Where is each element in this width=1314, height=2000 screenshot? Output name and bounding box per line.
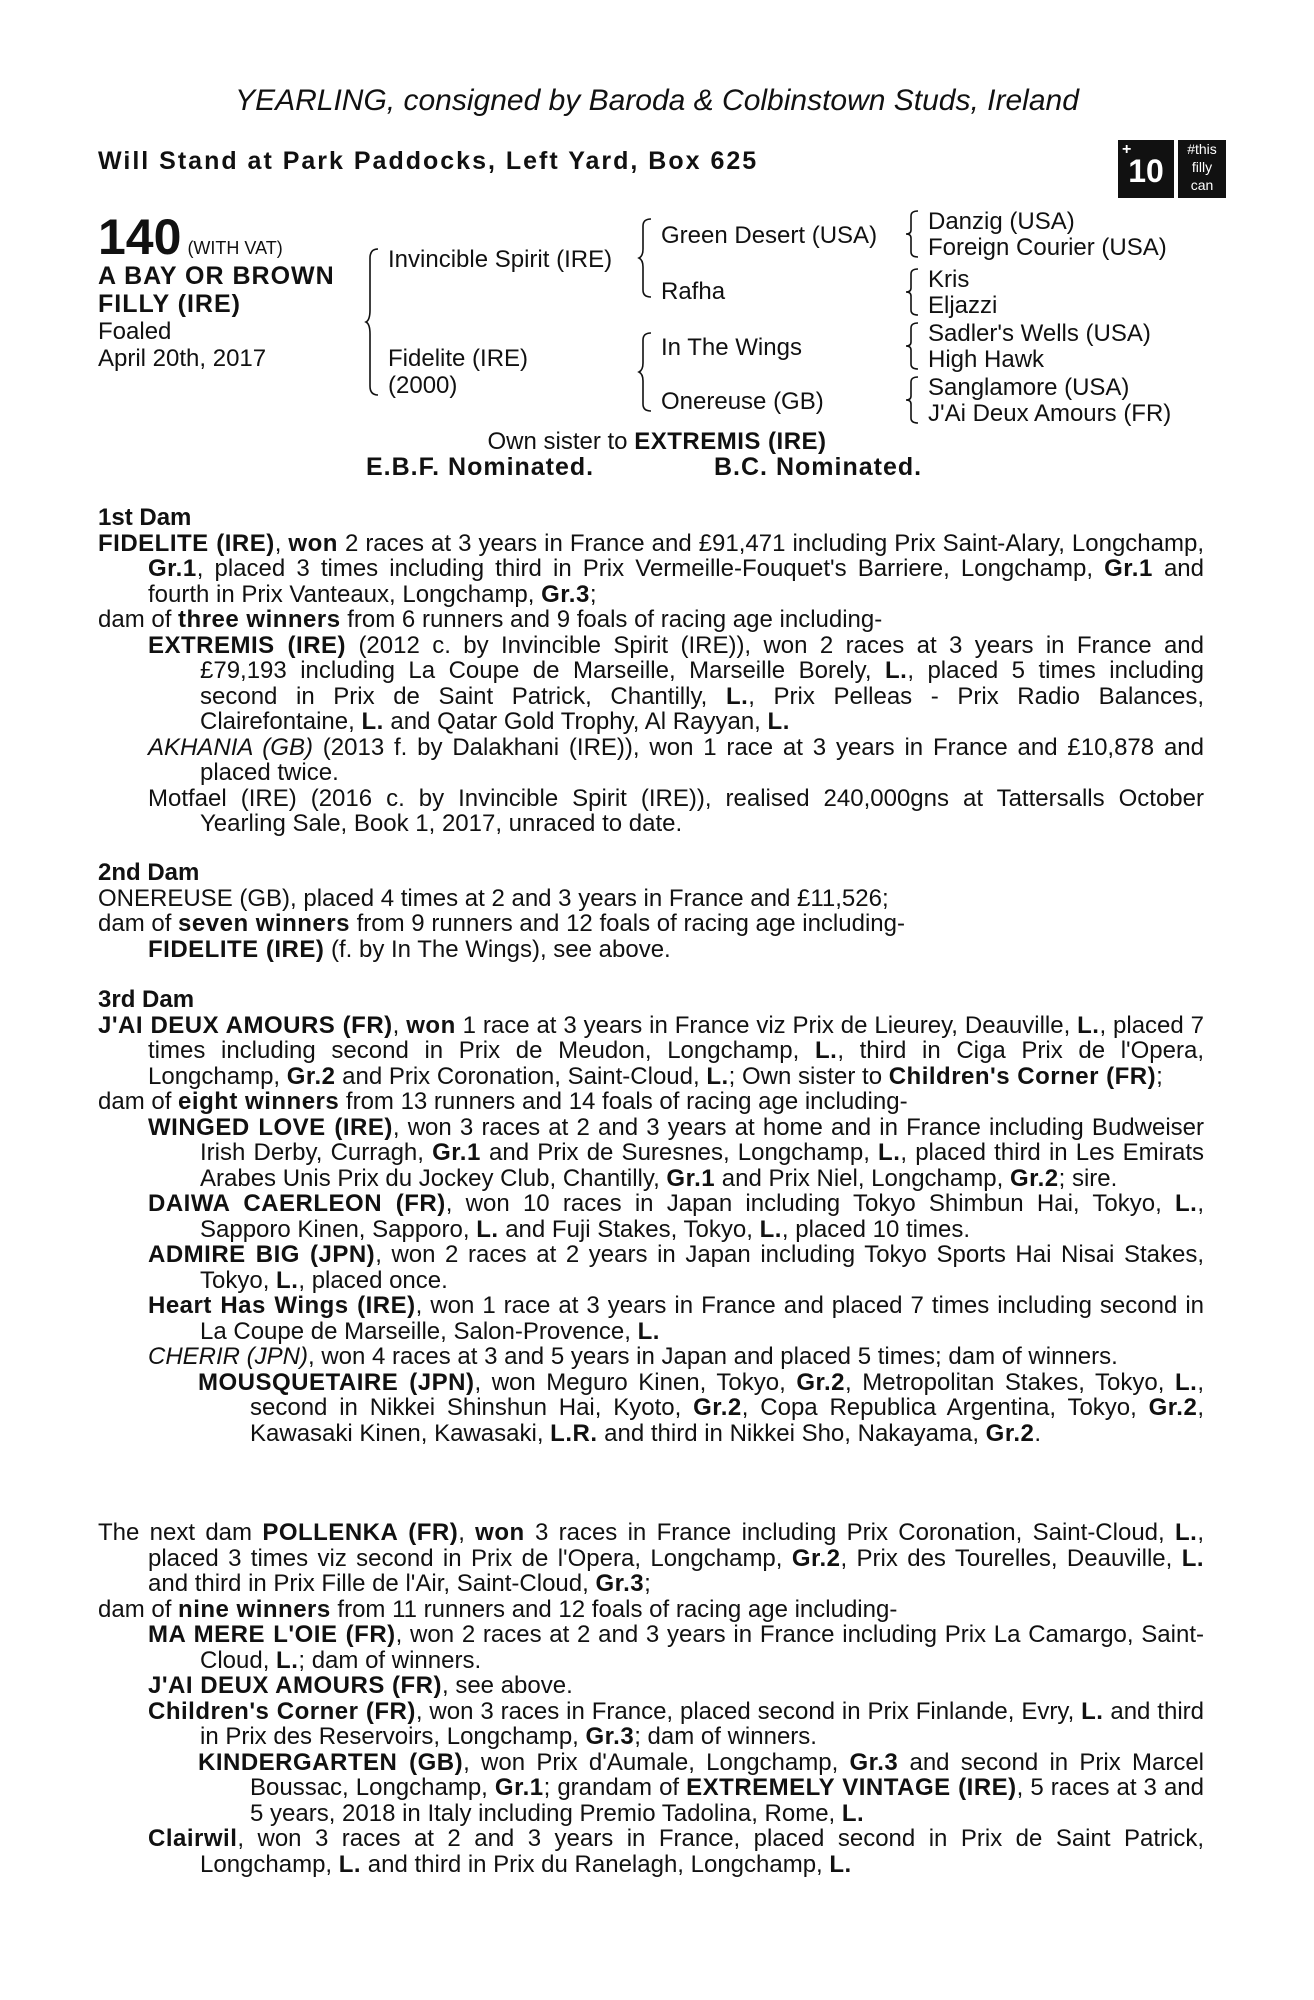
second-dam-produce-summary	[98, 911, 1204, 937]
text-run: ; Own sister to	[728, 1062, 889, 1090]
text-run: and third in Prix Fille de l'Air, Saint-Cloud,	[148, 1570, 596, 1597]
text-run: , won 10 races in Japan including Tokyo Shimbun Hai, Tokyo,	[445, 1190, 1176, 1217]
text-run: (2013 f. by Dalakhani (IRE)), won 1 race at 3 years in France and £10,878 and placed twice.	[200, 733, 1204, 786]
text-run: , placed third in Les Emirats Arabes Unis Prix du Jockey Club, Chantilly,	[200, 1139, 1204, 1192]
produce-kindergarten	[98, 1750, 1204, 1827]
third-dam-produce-summary	[98, 1089, 1204, 1115]
text-run: dam of	[98, 606, 179, 633]
bold-run: Gr.1	[494, 1774, 544, 1801]
bold-run: Gr.1	[1104, 555, 1153, 582]
ebf-nominated: E.B.F. Nominated.	[366, 453, 595, 481]
text-run: ; grandam of	[543, 1774, 687, 1801]
text-run: , third in Ciga Prix de l'Opera, Longchamp,	[148, 1037, 1205, 1090]
bold-run: Children's Corner (FR)	[148, 1697, 416, 1725]
produce-akhania	[98, 735, 1204, 786]
bold-run: Gr.2	[1148, 1394, 1198, 1421]
text-run: , Copa Republica Argentina, Tokyo,	[741, 1394, 1149, 1421]
lot-number-block	[98, 208, 283, 266]
horse-description	[98, 262, 335, 318]
text-run: , won Meguro Kinen, Tokyo,	[474, 1368, 797, 1396]
bold-run: eight winners	[178, 1088, 340, 1115]
produce-childrens-corner	[98, 1699, 1204, 1750]
text-run: , placed once.	[298, 1266, 448, 1294]
bold-run: J'AI DEUX AMOURS (FR)	[98, 1011, 393, 1039]
bold-run: Clairwil	[148, 1825, 238, 1852]
foaled-label: Foaled	[98, 318, 172, 345]
bold-run: Gr.3	[595, 1570, 645, 1597]
horse-desc-line-1: A BAY OR BROWN	[98, 262, 335, 290]
text-run: from 13 runners and 14 foals of racing age including-	[339, 1088, 908, 1115]
third-dam-record	[98, 1013, 1204, 1090]
bold-run: three winners	[178, 606, 341, 633]
bold-run: Gr.3	[585, 1723, 635, 1750]
text-run: 2 races at 3 years in France and £91,471 including Prix Saint-Alary, Longchamp,	[337, 529, 1204, 557]
bold-run: ADMIRE BIG (JPN)	[148, 1241, 376, 1268]
first-dam-record	[98, 531, 1204, 608]
bold-run: L.	[476, 1215, 499, 1243]
text-run: and third in Nikkei Sho, Nakayama,	[597, 1419, 986, 1447]
text-run: from 9 runners and 12 foals of racing age including-	[349, 910, 905, 937]
pedigree-sds: Kris	[928, 266, 970, 293]
text-run: , Kawasaki Kinen, Kawasaki,	[250, 1394, 1204, 1447]
pedigree-ddd: J'Ai Deux Amours (FR)	[928, 400, 1172, 427]
bold-run: seven winners	[178, 910, 350, 937]
bold-run: EXTREMELY VINTAGE (IRE)	[686, 1774, 1017, 1801]
pedigree-sss: Danzig (USA)	[928, 208, 1075, 235]
text-run: dam of	[98, 910, 179, 937]
bold-run: KINDERGARTEN (GB)	[198, 1748, 464, 1776]
text-run: (f. by In The Wings), see above.	[324, 935, 671, 963]
pedigree-brace-dam	[639, 332, 659, 412]
vat-note: (WITH VAT)	[187, 238, 283, 258]
third-dam-heading: 3rd Dam	[98, 986, 195, 1013]
bold-run: Gr.3	[849, 1748, 899, 1776]
text-run: ; sire.	[1058, 1164, 1118, 1192]
this-filly-can-badge	[1178, 140, 1226, 198]
text-run: , won 3 races in France, placed second in Prix Finlande, Evry,	[415, 1697, 1082, 1725]
bold-run: DAIWA CAERLEON (FR)	[148, 1190, 446, 1217]
badge-line-2: filly	[1191, 159, 1213, 175]
bold-run: Children's Corner (FR)	[888, 1062, 1157, 1090]
catalogue-title: YEARLING, consigned by Baroda & Colbinstown Studs, Ireland	[235, 84, 1079, 117]
text-run: ;	[644, 1570, 651, 1597]
pedigree-brace-dd	[906, 376, 926, 424]
bold-run: MA MERE L'OIE (FR)	[148, 1621, 396, 1648]
next-dam-produce-summary	[98, 1597, 1204, 1623]
text-run: ,	[274, 529, 289, 557]
logo-number: 10	[1128, 153, 1164, 189]
next-dam-section	[98, 1520, 1204, 1877]
pedigree-sire-sire: Green Desert (USA)	[661, 222, 878, 249]
bold-run: Gr.1	[666, 1164, 716, 1192]
text-run: and third in Prix des Reservoirs, Longchamp,	[200, 1697, 1204, 1750]
text-run: , won Prix d'Aumale, Longchamp,	[463, 1748, 850, 1776]
bold-run: L.	[1175, 1190, 1198, 1217]
text-run: , placed 10 times.	[781, 1215, 970, 1243]
text-run: , second in Nikkei Shinshun Hai, Kyoto,	[250, 1368, 1204, 1421]
italic-run: CHERIR (JPN)	[148, 1343, 308, 1370]
text-run: , 5 races at 3 and 5 years, 2018 in Italy including Premio Tadolina, Rome,	[250, 1774, 1204, 1827]
produce-clairwil	[98, 1826, 1204, 1877]
text-run: (2012 c. by Invincible Spirit (IRE)), won 2 races at 3 years in France and £79,193 including La Coupe de Marseille, Marseille Borely,	[200, 631, 1205, 684]
bold-run: L.	[276, 1646, 299, 1674]
bold-run: L.	[725, 682, 749, 710]
pedigree-dss: Sadler's Wells (USA)	[928, 320, 1151, 347]
horse-desc-line-2: FILLY (IRE)	[98, 290, 241, 318]
pedigree-brace-sire	[639, 218, 659, 298]
bold-run: Gr.1	[432, 1139, 481, 1166]
badge-line-3: can	[1190, 177, 1214, 193]
bold-run: L.	[759, 1215, 782, 1243]
bold-run: J'AI DEUX AMOURS (FR)	[148, 1672, 442, 1699]
bold-run: POLLENKA (FR)	[262, 1519, 459, 1546]
produce-ma-mere-loie	[98, 1622, 1204, 1673]
own-sister-name: EXTREMIS (IRE)	[634, 428, 827, 455]
text-run: ; dam of winners.	[298, 1646, 482, 1674]
text-run: dam of	[98, 1088, 179, 1115]
italic-run: AKHANIA (GB)	[148, 733, 313, 761]
own-sister-note	[0, 428, 1314, 456]
own-sister-prefix: Own sister to	[487, 428, 635, 455]
produce-admire-big	[98, 1242, 1204, 1293]
pedigree-dam-sire: In The Wings	[661, 334, 802, 361]
bold-run: Gr.2	[796, 1368, 846, 1396]
text-run: , Metropolitan Stakes, Tokyo,	[845, 1368, 1175, 1396]
bold-run: EXTREMIS (IRE)	[148, 631, 347, 659]
produce-cherir	[98, 1344, 1204, 1370]
pedigree-brace-gen1	[366, 248, 386, 396]
second-dam-heading: 2nd Dam	[98, 859, 200, 886]
first-dam-heading: 1st Dam	[98, 504, 192, 531]
bold-run: Heart Has Wings (IRE)	[148, 1292, 416, 1319]
pedigree-sire: Invincible Spirit (IRE)	[388, 246, 613, 273]
foaled-date: April 20th, 2017	[98, 345, 267, 372]
produce-daiwa-caerleon	[98, 1191, 1204, 1242]
text-run: ;	[1156, 1062, 1163, 1090]
bold-run: Gr.2	[1009, 1164, 1059, 1192]
bold-run: L.	[767, 708, 790, 735]
text-run: , Prix des Tourelles, Deauville,	[840, 1544, 1182, 1572]
bold-run: L.	[1077, 1011, 1100, 1039]
pedigree-brace-ss	[906, 210, 926, 258]
bold-run: WINGED LOVE (IRE)	[148, 1113, 393, 1141]
text-run: , won 2 races at 2 years in Japan including Tokyo Sports Hai Nisai Stakes, Tokyo,	[200, 1241, 1204, 1294]
text-run: and fourth in Prix Vanteaux, Longchamp,	[148, 555, 1205, 608]
text-run: Motfael (IRE) (2016 c. by Invincible Spirit (IRE)), realised 240,000gns at Tattersalls October Yearling Sale, Book 1, 2017, unraced to date.	[148, 784, 1204, 837]
first-dam-section	[98, 505, 1204, 837]
bold-run: L.	[637, 1317, 660, 1345]
pedigree-brace-ds	[906, 322, 926, 370]
bold-run: FIDELITE (IRE)	[98, 529, 275, 557]
second-dam-section	[98, 860, 1204, 962]
produce-jai-deux-amours	[98, 1673, 1204, 1699]
this-filly-can-logo	[1118, 140, 1226, 198]
bold-run: won	[406, 1011, 456, 1039]
pedigree-dds: Sanglamore (USA)	[928, 374, 1130, 401]
bold-run: L.	[884, 657, 908, 684]
text-run: , won 1 race at 3 years in France and placed 7 times including second in La Coupe de Marseille, Salon-Provence,	[200, 1292, 1204, 1345]
bold-run: L.	[814, 1037, 838, 1064]
text-run: , placed 3 times including third in Prix Vermeille-Fouquet's Barriere, Longchamp,	[196, 555, 1105, 582]
second-dam-record	[98, 886, 1204, 912]
bold-run: won	[288, 529, 338, 557]
text-run: The next dam	[98, 1519, 263, 1546]
third-dam-section	[98, 987, 1204, 1446]
text-run: , see above.	[442, 1672, 573, 1699]
text-run: , placed 5 times including second in Prix de Saint Patrick, Chantilly,	[200, 657, 1204, 710]
bold-run: Gr.3	[541, 580, 590, 608]
produce-heart-has-wings	[98, 1293, 1204, 1344]
plus10-logo	[1118, 140, 1174, 198]
bold-run: L.	[276, 1266, 299, 1294]
plus-sign: +	[1122, 141, 1132, 158]
text-run: , won 2 races at 2 and 3 years in France including Prix La Camargo, Saint-Cloud,	[200, 1621, 1204, 1674]
text-run: and Prix de Suresnes, Longchamp,	[480, 1139, 879, 1166]
produce-mousquetaire	[98, 1370, 1204, 1447]
text-run: from 6 runners and 9 foals of racing age including-	[340, 606, 883, 633]
first-dam-produce-summary	[98, 607, 1204, 633]
text-run: ,	[392, 1011, 407, 1039]
bold-run: L.	[361, 708, 384, 735]
text-run: , Prix Pelleas - Prix Radio Balances, Clairefontaine,	[200, 682, 1204, 735]
bc-nominated: B.C. Nominated.	[714, 453, 923, 481]
text-run: 3 races in France including Prix Coronation, Saint-Cloud,	[524, 1519, 1175, 1546]
bold-run: Gr.2	[693, 1394, 742, 1421]
pedigree-sire-dam: Rafha	[661, 278, 726, 305]
text-run: and third in Prix du Ranelagh, Longchamp,	[361, 1850, 830, 1878]
text-run: ; dam of winners.	[634, 1723, 817, 1750]
text-run: and Fuji Stakes, Tokyo,	[498, 1215, 760, 1243]
text-run: ONEREUSE (GB), placed 4 times at 2 and 3 years in France and £11,526;	[98, 884, 889, 912]
lot-number: 140	[98, 209, 182, 265]
pedigree-brace-sd	[906, 268, 926, 316]
badge-line-1: #this	[1187, 141, 1217, 157]
bold-run: L.	[338, 1850, 362, 1878]
text-run: dam of	[98, 1595, 179, 1623]
produce-fidelite	[98, 937, 1204, 963]
bold-run: Gr.2	[791, 1544, 841, 1572]
bold-run: L.	[1181, 1544, 1205, 1572]
bold-run: L.	[1081, 1697, 1104, 1725]
bold-run: nine winners	[178, 1595, 331, 1623]
bold-run: Gr.2	[286, 1062, 336, 1090]
stand-location: Will Stand at Park Paddocks, Left Yard, Box 625	[98, 147, 759, 175]
bold-run: FIDELITE (IRE)	[148, 935, 325, 963]
produce-winged-love	[98, 1115, 1204, 1192]
text-run: , Sapporo Kinen, Sapporo,	[200, 1190, 1205, 1243]
pedigree-dam-dam: Onereuse (GB)	[661, 388, 824, 415]
bold-run: Gr.2	[985, 1419, 1035, 1447]
bold-run: Gr.1	[148, 555, 197, 582]
bold-run: L.	[829, 1850, 852, 1878]
text-run: ;	[589, 580, 597, 608]
bold-run: won	[475, 1519, 525, 1546]
text-run: and Prix Coronation, Saint-Cloud,	[335, 1062, 707, 1090]
pedigree-ssd: Foreign Courier (USA)	[928, 234, 1167, 261]
text-run: .	[1034, 1419, 1042, 1447]
produce-extremis	[98, 633, 1204, 735]
text-run: , won 4 races at 3 and 5 years in Japan and placed 5 times; dam of winners.	[308, 1343, 1118, 1370]
text-run: , placed 7 times including second in Prix de Meudon, Longchamp,	[148, 1011, 1204, 1064]
text-run: , won 3 races at 2 and 3 years in France, placed second in Prix de Saint Patrick, Longchamp,	[200, 1825, 1204, 1878]
bold-run: L.R.	[550, 1419, 598, 1447]
text-run: from 11 runners and 12 foals of racing age including-	[330, 1595, 898, 1623]
text-run: and Prix Niel, Longchamp,	[715, 1164, 1010, 1192]
pedigree-sdd: Eljazzi	[928, 292, 998, 319]
next-dam-record	[98, 1520, 1204, 1597]
bold-run: L.	[841, 1799, 865, 1827]
produce-motfael	[98, 786, 1204, 837]
text-run: and Qatar Gold Trophy, Al Rayyan,	[383, 708, 768, 735]
bold-run: L.	[1175, 1368, 1198, 1396]
text-run: and second in Prix Marcel Boussac, Longchamp,	[250, 1748, 1204, 1801]
text-run: , placed 3 times viz second in Prix de l'Opera, Longchamp,	[148, 1519, 1204, 1572]
text-run: 1 race at 3 years in France viz Prix de Lieurey, Deauville,	[455, 1011, 1078, 1039]
bold-run: MOUSQUETAIRE (JPN)	[198, 1368, 475, 1396]
foaled-block	[98, 318, 266, 372]
pedigree-dam: Fidelite (IRE)	[388, 345, 529, 372]
bold-run: L.	[878, 1139, 901, 1166]
pedigree-dsd: High Hawk	[928, 346, 1045, 373]
bold-run: L.	[706, 1062, 729, 1090]
bold-run: L.	[1174, 1519, 1198, 1546]
text-run: , won 3 races at 2 and 3 years at home and in France including Budweiser Irish Derby, Curragh,	[200, 1113, 1204, 1166]
text-run: ,	[458, 1519, 476, 1546]
pedigree-dam-year: (2000)	[388, 372, 458, 399]
